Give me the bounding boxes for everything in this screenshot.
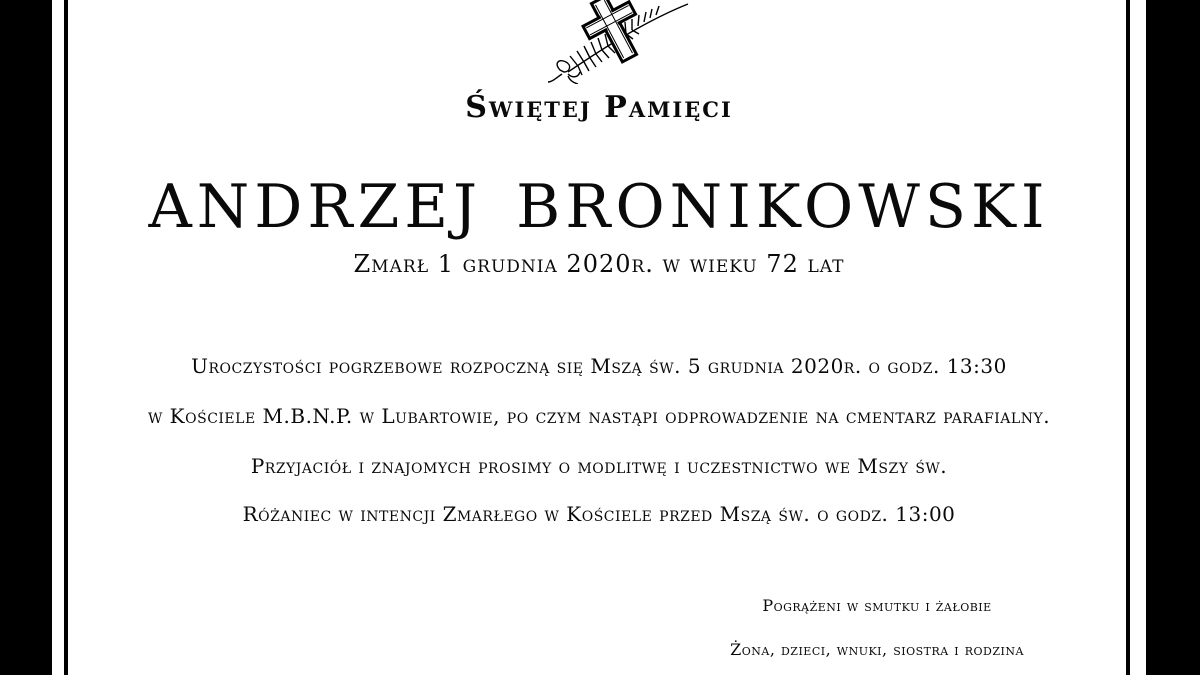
funeral-line: Uroczystości pogrzebowe rozpoczną się Mszą św. 5 grudnia 2020r. o godz. 13:30 xyxy=(191,354,1007,378)
notice-paper xyxy=(52,0,1146,675)
deceased-name: ANDRZEJ BRONIKOWSKI xyxy=(148,172,1050,242)
mourning-signature: Pogrążeni w smutku i żałobie xyxy=(762,596,992,615)
heading-in-memory: Świętej Pamięci xyxy=(465,90,733,125)
funeral-line: w Kościele M.B.N.P. w Lubartowie, po czym nastąpi odprowadzenie na cmentarz parafialny. xyxy=(147,404,1051,428)
funeral-line: Przyjaciół i znajomych prosimy o modlitwę i uczestnictwo we Mszy św. xyxy=(250,454,948,478)
family-signature: Żona, dzieci, wnuki, siostra i rodzina xyxy=(730,640,1024,659)
death-info: Zmarł 1 grudnia 2020r. w wieku 72 lat xyxy=(353,250,845,278)
funeral-line: Różaniec w intencji Zmarłego w Kościele przed Mszą św. o godz. 13:00 xyxy=(242,502,956,526)
cross-with-palm-branch-icon xyxy=(498,0,698,84)
